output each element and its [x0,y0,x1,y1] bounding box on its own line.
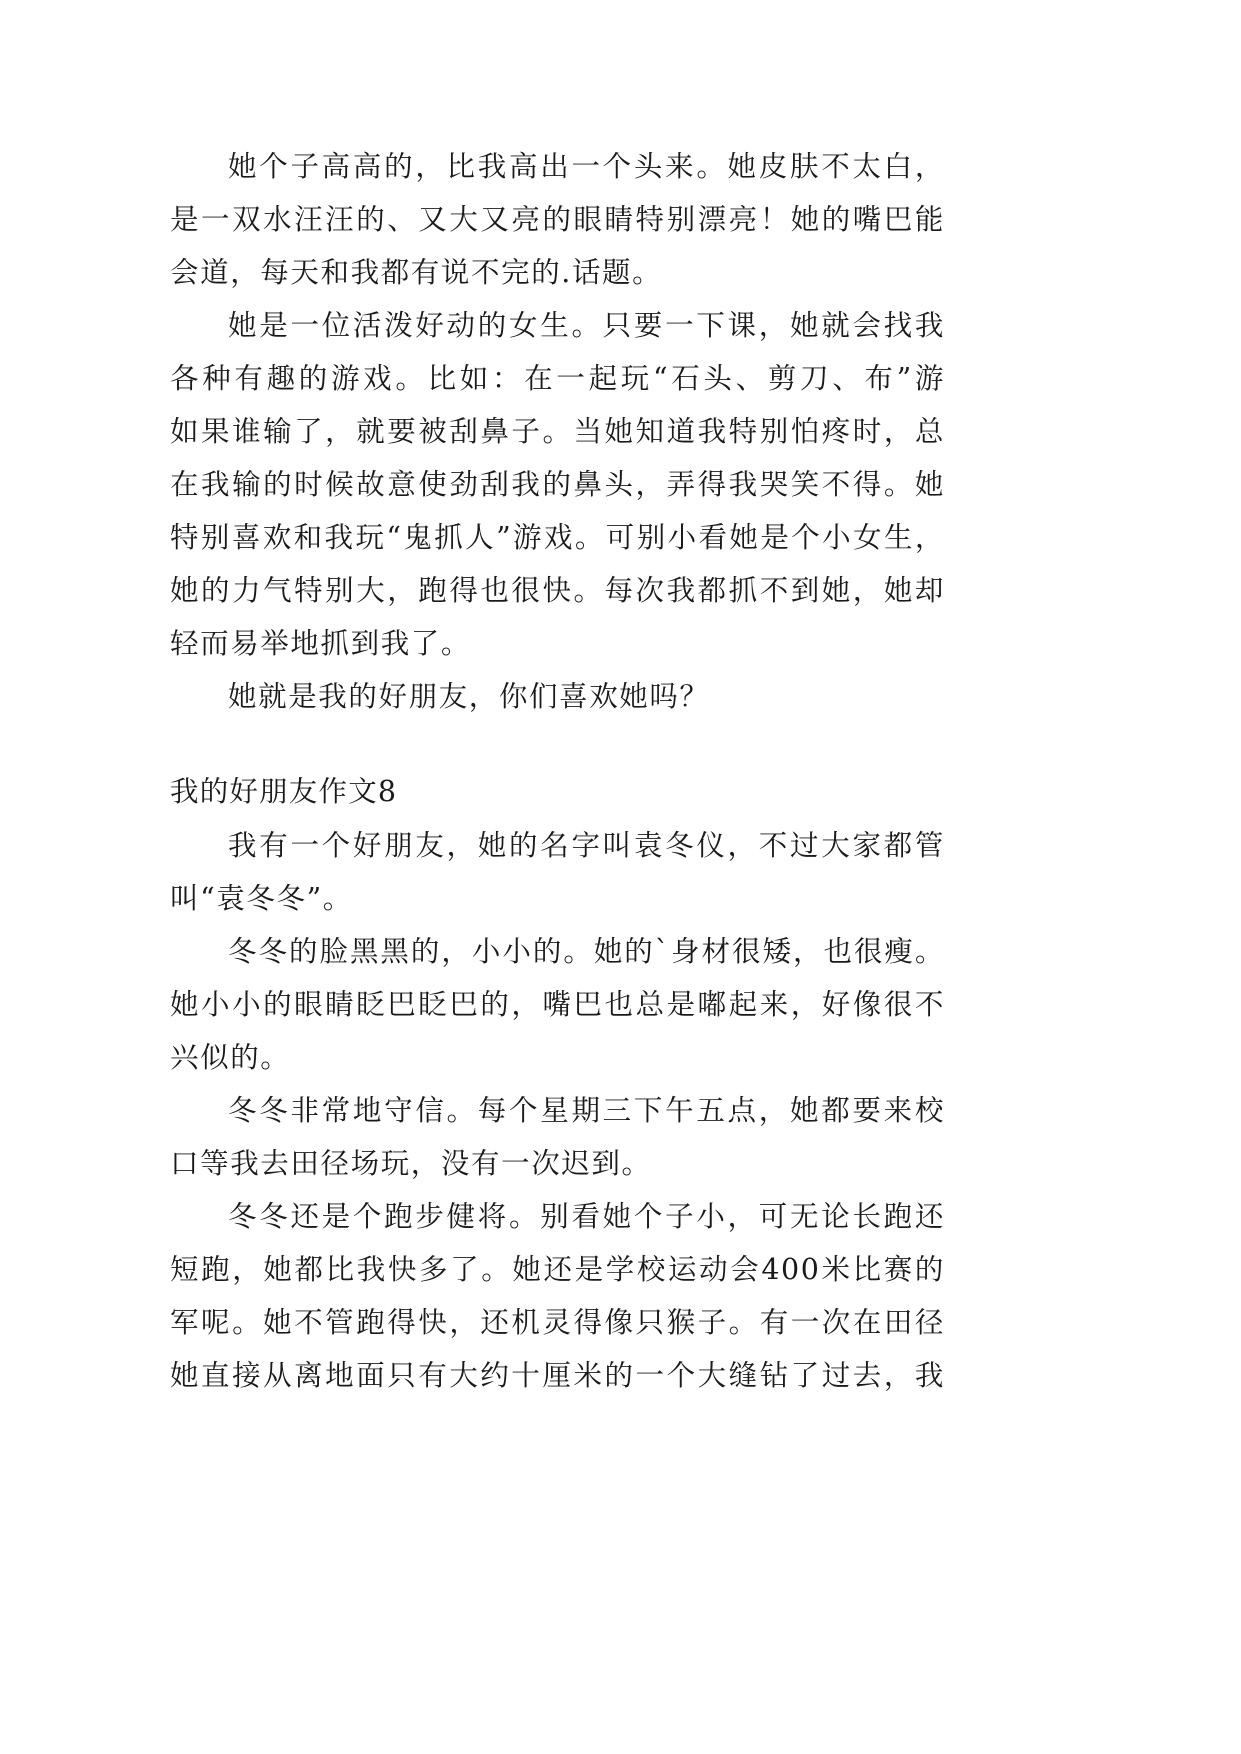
paragraph-line: 轻而易举地抓到我了。 [170,627,472,660]
paragraph-line: 兴似的。 [170,1041,291,1074]
paragraph-line: 特别喜欢和我玩“鬼抓人”游戏。可别小看她是个小女生， [170,521,945,554]
paragraph-line: 冬冬的脸黑黑的，小小的。她的`身材很矮，也很瘦。 [228,935,945,968]
paragraph-line: 军呢。她不管跑得快，还机灵得像只猴子。有一次在田径 [170,1306,945,1339]
paragraph-line: 她个子高高的，比我高出一个头来。她皮肤不太白， [228,150,945,183]
paragraph-line: 口等我去田径场玩，没有一次迟到。 [170,1147,652,1180]
paragraph-line: 冬冬还是个跑步健将。别看她个子小，可无论长跑还 [228,1200,945,1233]
paragraph-line: 她是一位活泼好动的女生。只要一下课，她就会找我 [228,309,945,342]
paragraph-line: 她小小的眼睛眨巴眨巴的，嘴巴也总是嘟起来，好像很不 [170,988,945,1021]
paragraph-line: 她就是我的好朋友，你们喜欢她吗？ [228,680,710,713]
paragraph-line: 冬冬非常地守信。每个星期三下午五点，她都要来校 [228,1094,945,1127]
section-heading: 我的好朋友作文8 [170,775,398,808]
paragraph-line: 各种有趣的游戏。比如：在一起玩“石头、剪刀、布”游 [170,362,945,395]
paragraph-line: 短跑，她都比我快多了。她还是学校运动会400米比赛的 [170,1253,945,1286]
paragraph-line: 她的力气特别大，跑得也很快。每次我都抓不到她，她却 [170,574,945,607]
paragraph-line: 是一双水汪汪的、又大又亮的眼睛特别漂亮！她的嘴巴能 [170,203,945,236]
paragraph-line: 我有一个好朋友，她的名字叫袁冬仪，不过大家都管 [228,829,945,862]
paragraph-line: 如果谁输了，就要被刮鼻子。当她知道我特别怕疼时，总 [170,415,945,448]
paragraph-line: 会道，每天和我都有说不完的.话题。 [170,256,663,289]
paragraph-line: 在我输的时候故意使劲刮我的鼻头，弄得我哭笑不得。她 [170,468,945,501]
paragraph-line: 她直接从离地面只有大约十厘米的一个大缝钻了过去，我 [170,1359,945,1392]
paragraph-line: 叫“袁冬冬”。 [170,882,353,915]
